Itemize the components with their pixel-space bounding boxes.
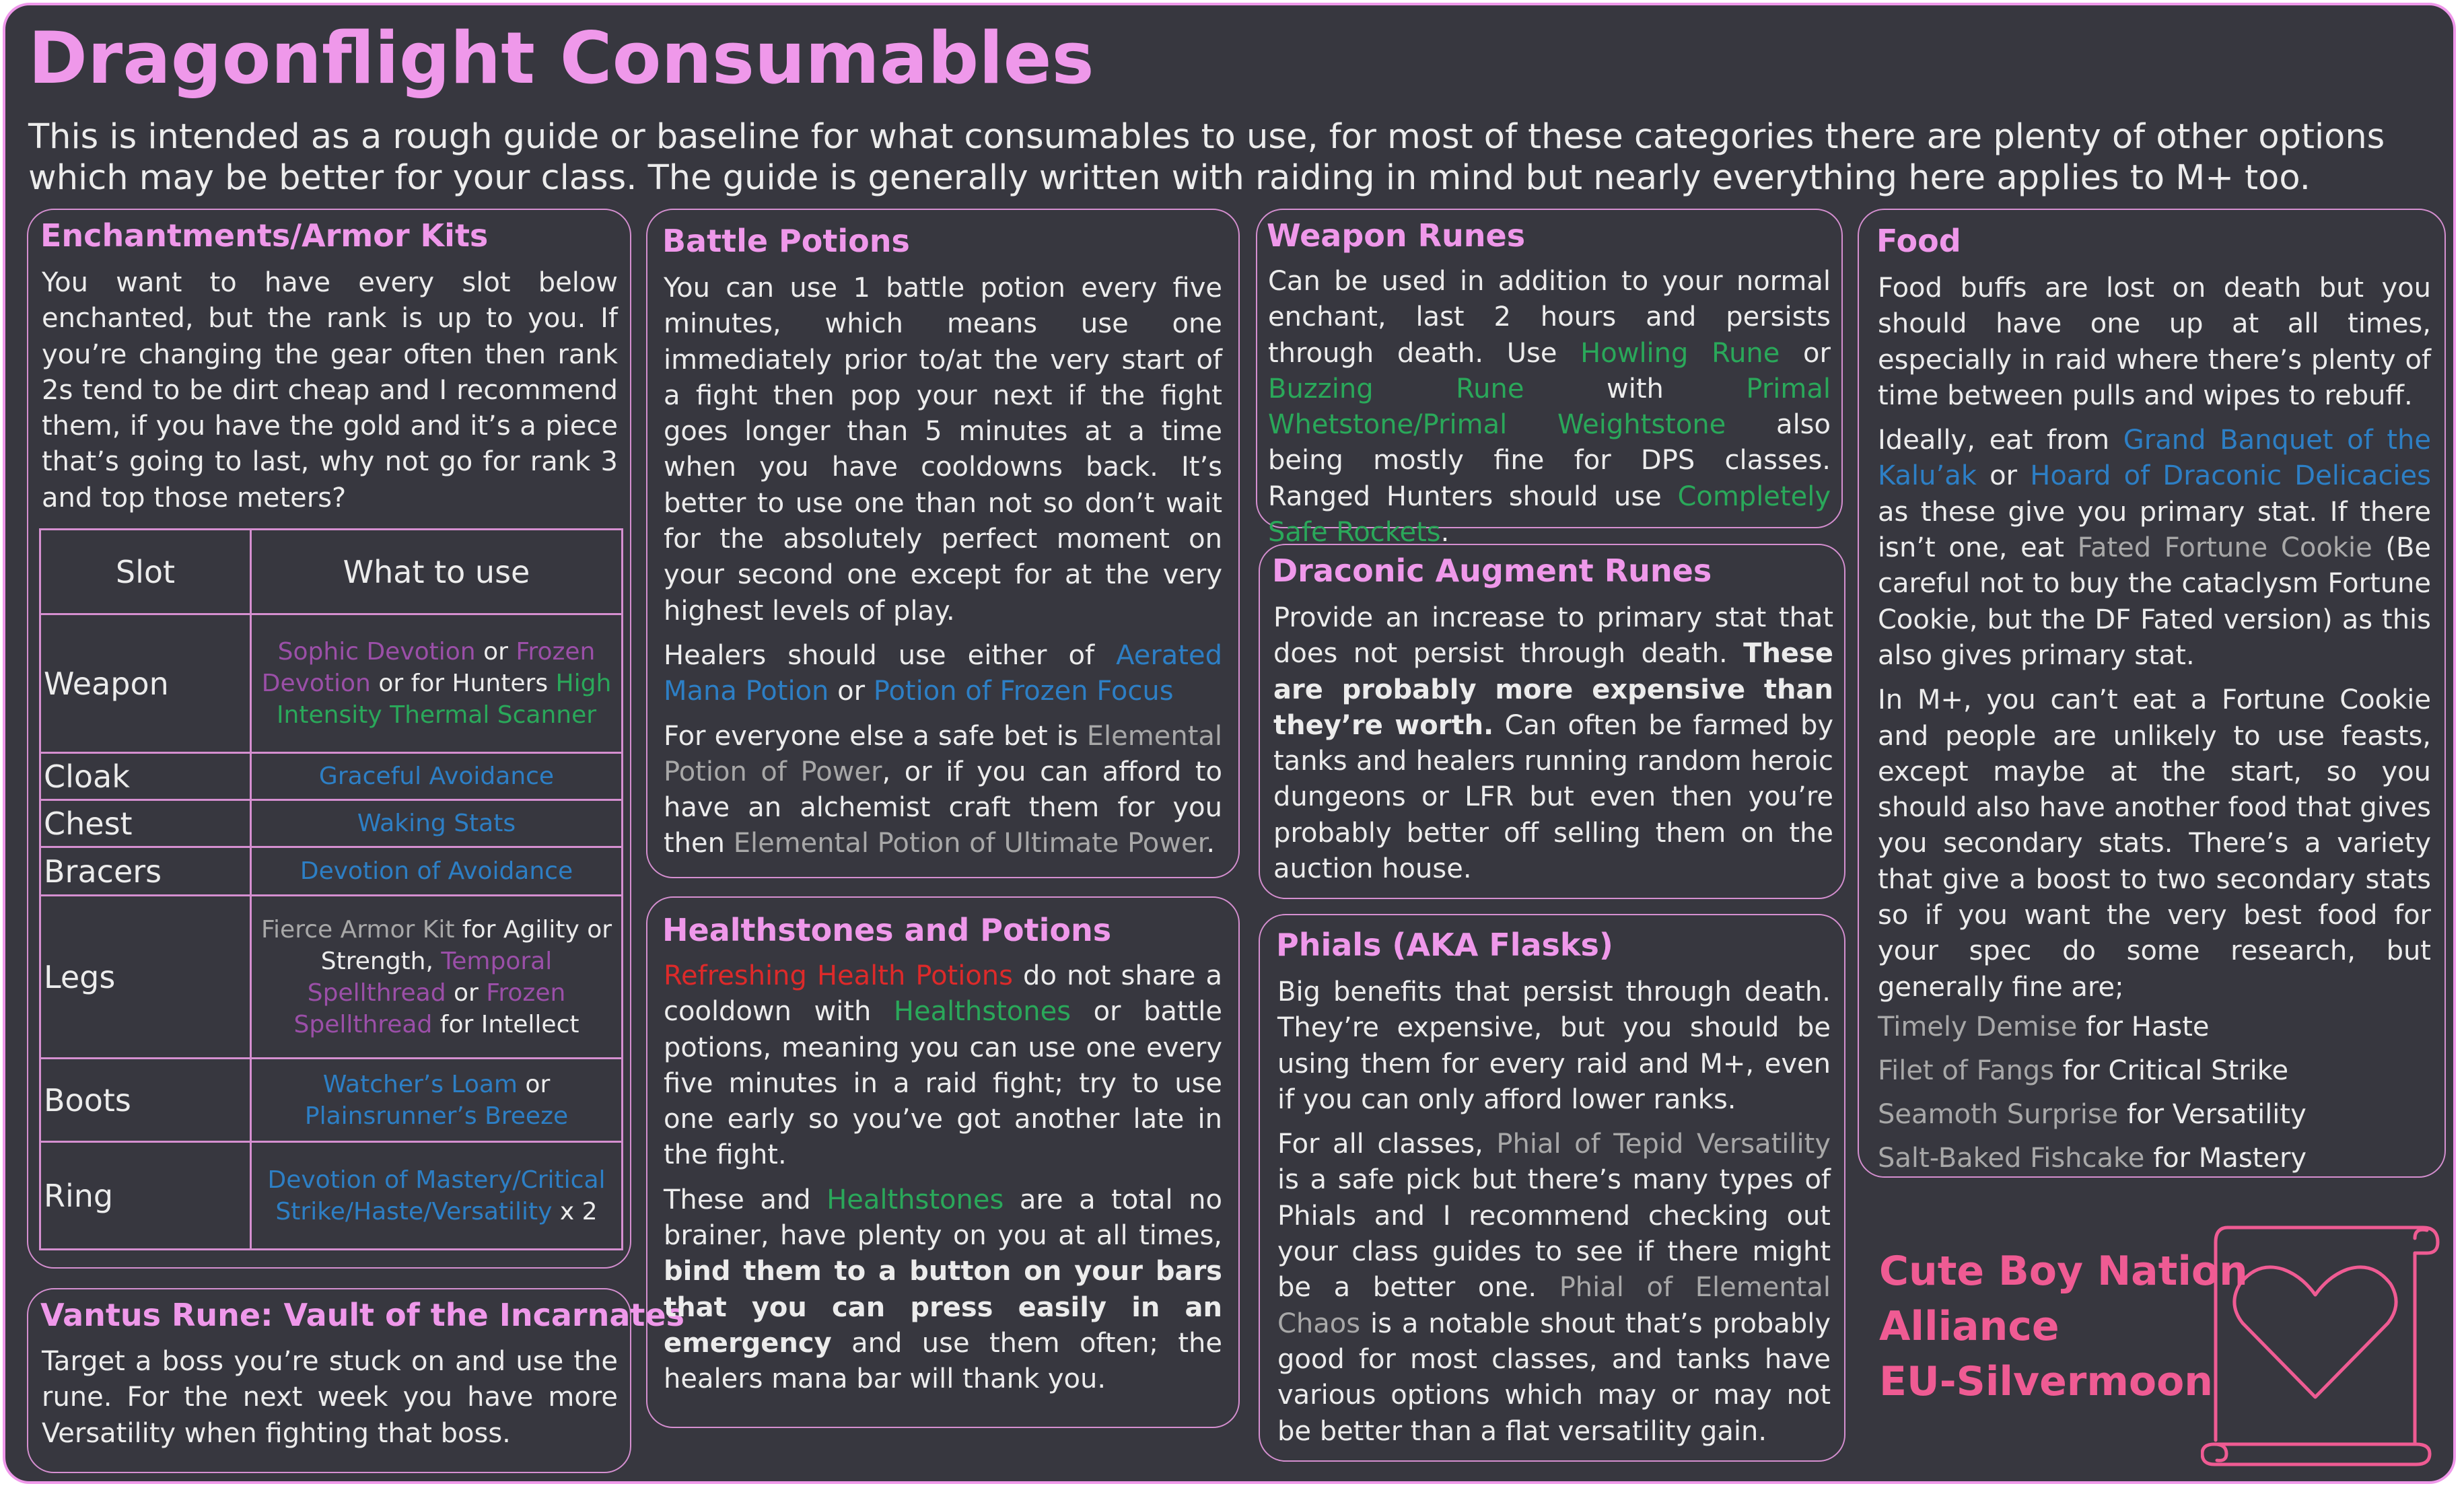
slot-bracers: Bracers bbox=[40, 847, 251, 896]
page-frame bbox=[3, 3, 2456, 1484]
food-text: Food buffs are lost on death but you should have one up at all times, especially in raid where there’s plenty of time between pulls and wipes to rebuff. Ideally, eat from Grand Banquet of the Kalu’ak or Hoard of Draconic Delicacies as these give you primary stat. If there isn’t one, eat Fated Fortune Cookie (Be careful not to buy the cataclysm Fortune Cookie, but the DF Fated version) as this also gives primary stat. In M+, you can’t eat a Fortune Cookie and people are unlikely to use feasts, except maybe at the start, so you should also have another food that gives you secondary stats. There’s a variety that give a boost to two secondary stats so if you want the very best food for your spec do some research, but generally fine are; Timely Demise for Haste Filet of Fangs for Critical Strike Seamoth Surprise for Versatility Salt-Baked Fishcake for Mastery bbox=[1878, 271, 2431, 1180]
table-row bbox=[40, 800, 623, 847]
use-column-header: What to use bbox=[251, 530, 623, 614]
table-row bbox=[40, 753, 623, 800]
slot-legs: Legs bbox=[40, 896, 251, 1059]
guild-signature bbox=[1879, 1244, 2248, 1409]
slot-ring: Ring bbox=[40, 1142, 251, 1250]
guild-realm: EU-Silvermoon bbox=[1879, 1358, 2214, 1405]
vantus-title: Vantus Rune: Vault of the Incarnates bbox=[40, 1297, 684, 1333]
legs-enchant: Fierce Armor Kit for Agility or Strength, Temporal Spellthread or Frozen Spellthread for Intellect bbox=[251, 896, 623, 1059]
slot-weapon: Weapon bbox=[40, 614, 251, 753]
slot-column-header: Slot bbox=[40, 530, 251, 614]
intro-text: This is intended as a rough guide or baseline for what consumables to use, for most of these categories there are plenty of other options which may be better for your class. The guide is generally written with raiding in mind but nearly everything here applies to M+ too. bbox=[28, 117, 2385, 198]
vantus-text: Target a boss you’re stuck on and use the rune. For the next week you have more Versatility when fighting that boss. bbox=[42, 1346, 618, 1449]
list-item: Timely Demise for Haste bbox=[1878, 1011, 2210, 1042]
enchantments-text: You want to have every slot below enchanted, but the rank is up to you. If you’re changing the gear often then rank 2s tend to be dirt cheap and I recommend them, if you have the gold and it’s a piece that’s going to last, why not go for rank 3 and top those meters? bbox=[42, 267, 618, 513]
augment-runes-title: Draconic Augment Runes bbox=[1272, 553, 1712, 589]
table-header-row bbox=[40, 530, 623, 614]
list-item: Salt-Baked Fishcake for Mastery bbox=[1878, 1142, 2307, 1174]
healthstones-title: Healthstones and Potions bbox=[662, 912, 1112, 948]
battle-potions-title: Battle Potions bbox=[662, 223, 910, 259]
slot-boots: Boots bbox=[40, 1059, 251, 1142]
guild-name: Cute Boy Nation bbox=[1879, 1248, 2248, 1295]
table-row bbox=[40, 847, 623, 896]
phials-text: Big benefits that persist through death. They’re expensive, but you should be using them for every raid and M+, even if you can only afford lower ranks. For all classes, Phial of Tepid Versatility is a safe pick but there’s many types of Phials and I recommend checking out your class guides to see if there might be a better one. Phial of Elemental Chaos is a notable shout that’s probably good for most classes, and tanks have various options which may or may not be better than a flat versatility gain. bbox=[1277, 976, 1831, 1447]
phials-title: Phials (AKA Flasks) bbox=[1276, 927, 1613, 963]
table-row bbox=[40, 896, 623, 1059]
enchant-slot-table bbox=[39, 528, 623, 1250]
chest-enchant: Waking Stats bbox=[251, 800, 623, 847]
healthstones-text: Refreshing Health Potions do not share a cooldown with Healthstones or battle potions, meaning you can use one every five minutes in a raid fight; try to use one early so you’ve got another late in the fight. These and Healthstones are a total no brainer, have plenty on you at all times, bind them to a button on your bars that you can press easily in an emergency and use them often; the healers mana bar will thank you. bbox=[664, 960, 1222, 1395]
bracers-enchant: Devotion of Avoidance bbox=[251, 847, 623, 896]
table-row bbox=[40, 614, 623, 753]
table-row bbox=[40, 1059, 623, 1142]
table-row bbox=[40, 1142, 623, 1250]
boots-enchant: Watcher’s Loam or Plainsrunner’s Breeze bbox=[251, 1059, 623, 1142]
guild-faction: Alliance bbox=[1879, 1303, 2060, 1350]
weapon-runes-title: Weapon Runes bbox=[1267, 217, 1526, 254]
list-item: Seamoth Surprise for Versatility bbox=[1878, 1098, 2307, 1130]
scroll-heart-icon bbox=[2201, 1222, 2450, 1472]
battle-potions-text: You can use 1 battle potion every five minutes, which means use one immediately prior to/at the very start of a fight then pop your next if the fight goes longer than 5 minutes at a time when you have cooldowns back. It’s better to use one than not so don’t wait for the absolutely perfect moment on your second one except for at the very highest levels of play. Healers should use either of Aerated Mana Potion or Potion of Frozen Focus For everyone else a safe bet is Elemental Potion of Power, or if you can afford to have an alchemist craft them for you then Elemental Potion of Ultimate Power. bbox=[664, 273, 1222, 859]
weapon-enchant: Sophic Devotion or Frozen Devotion or for Hunters High Intensity Thermal Scanner bbox=[251, 614, 623, 753]
augment-runes-text: Provide an increase to primary stat that does not persist through death. These are probably more expensive than they’re worth. Can often be farmed by tanks and healers running random heroic dungeons or LFR but even then you’re probably better off selling them on the auction house. bbox=[1273, 602, 1834, 885]
enchantments-title: Enchantments/Armor Kits bbox=[40, 217, 489, 254]
slot-cloak: Cloak bbox=[40, 753, 251, 800]
food-title: Food bbox=[1876, 223, 1961, 259]
list-item: Filet of Fangs for Critical Strike bbox=[1878, 1055, 2289, 1086]
ring-enchant: Devotion of Mastery/Critical Strike/Haste/Versatility x 2 bbox=[251, 1142, 623, 1250]
cloak-enchant: Graceful Avoidance bbox=[251, 753, 623, 800]
slot-chest: Chest bbox=[40, 800, 251, 847]
page-title: Dragonflight Consumables bbox=[28, 17, 1094, 100]
weapon-runes-text: Can be used in addition to your normal enchant, last 2 hours and persists through death. Use Howling Rune or Buzzing Rune with Primal Whetstone/Primal Weightstone also being mostly fine for DPS classes. Ranged Hunters should use Completely Safe Rockets. bbox=[1268, 266, 1831, 548]
